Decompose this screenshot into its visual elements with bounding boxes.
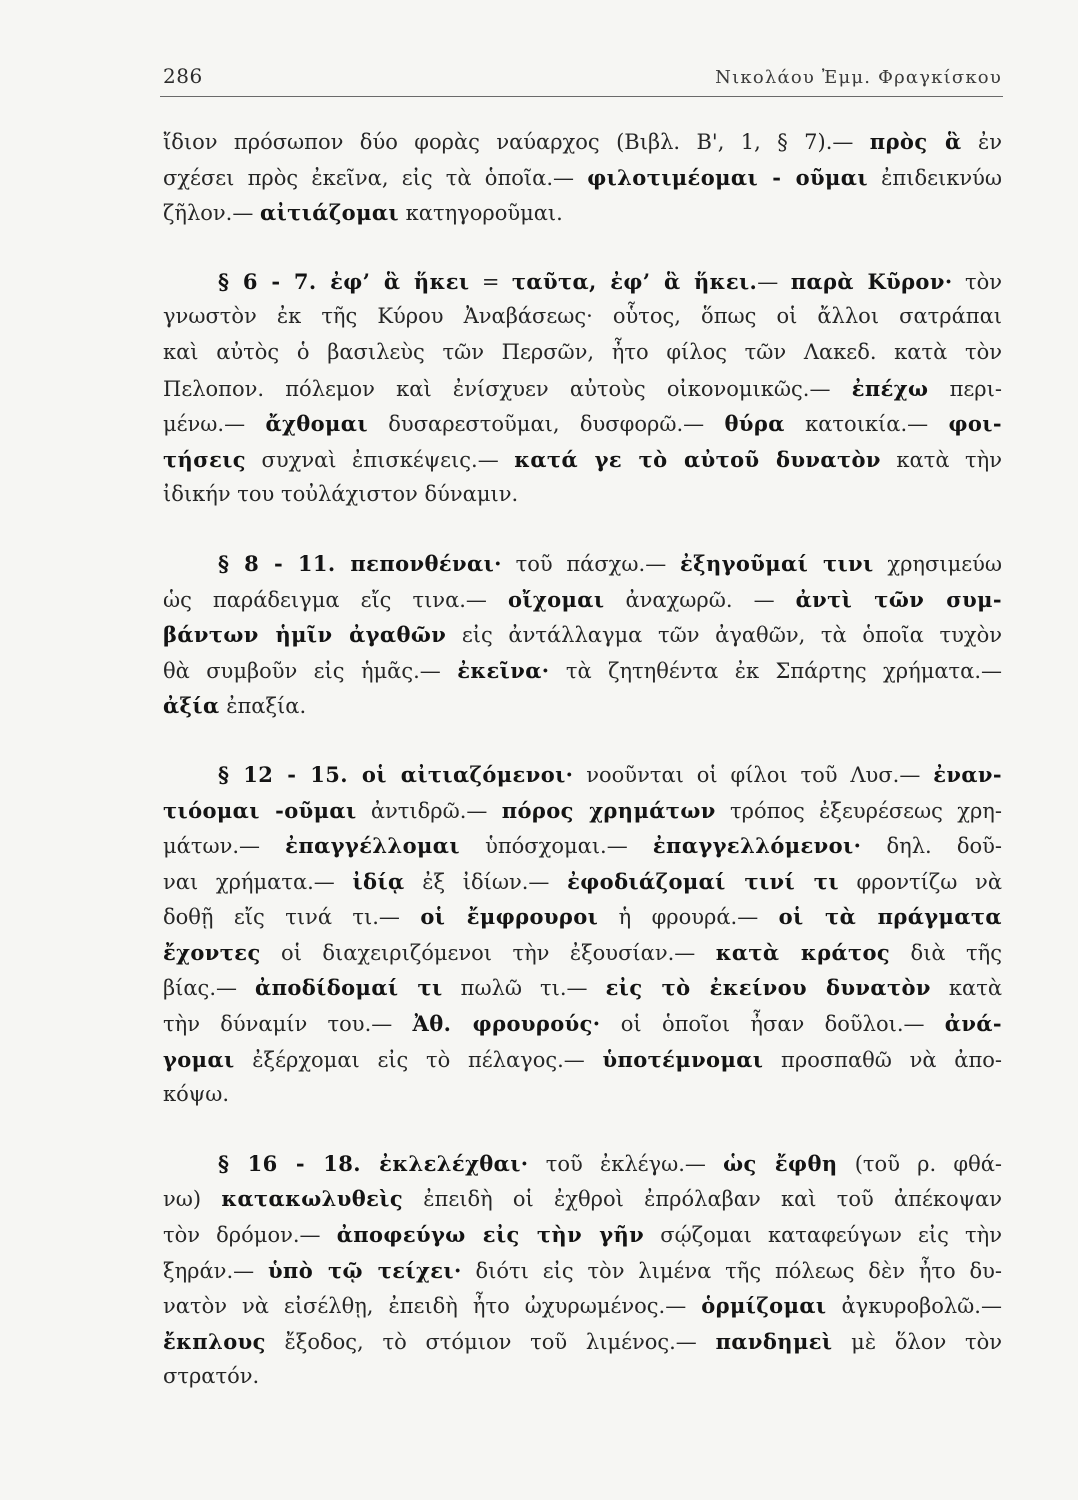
text-line bbox=[163, 1077, 1002, 1113]
lemma-text: αἰτιάζομαι bbox=[260, 200, 399, 226]
text-line bbox=[163, 935, 1002, 971]
lemma-text: § 16 - 18. ἐκλελέχθαι· bbox=[218, 1150, 529, 1176]
gloss-text: κόψω. bbox=[163, 1082, 230, 1107]
lemma-text: ἀποφεύγω εἰς τὴν γῆν bbox=[336, 1222, 645, 1248]
gloss-text: ὑπόσχομαι.— bbox=[459, 834, 653, 859]
gloss-text: ἐπαξία. bbox=[219, 694, 307, 719]
lemma-text: οἴχομαι bbox=[507, 586, 605, 612]
gloss-text: καὶ αὐτὸς ὁ βασιλεὺς τῶν Περσῶν, ἦτο φίλος τῶν Λακεδ. κατὰ τὸν bbox=[163, 339, 1002, 364]
lemma-text: τιόομαι -οῦμαι bbox=[163, 797, 357, 823]
gloss-text: τοῦ ἐκλέγω.— bbox=[528, 1151, 724, 1176]
text-line bbox=[163, 124, 1002, 160]
gloss-text: γνωστὸν ἐκ τῆς Κύρου Ἀναβάσεως· οὗτος, ὅπως οἱ ἄλλοι σατράπαι bbox=[163, 304, 1002, 329]
lemma-text: ἔκπλους bbox=[163, 1328, 266, 1354]
running-title: Νικολάου Ἐμμ. Φραγκίσκου bbox=[715, 67, 1002, 88]
page-number: 286 bbox=[163, 64, 203, 88]
paragraph bbox=[163, 1146, 1002, 1395]
gloss-text: πωλῶ τι.— bbox=[442, 976, 606, 1001]
body-text bbox=[163, 124, 1002, 1395]
gloss-text: οἱ ὁποῖοι ἦσαν δοῦλοι.— bbox=[600, 1012, 945, 1037]
gloss-text: ἐν bbox=[961, 130, 1002, 154]
gloss-text: Πελοπον. πόλεμον καὶ ἐνίσχυεν αὐτοὺς οἰκονομικῶς.— bbox=[163, 376, 852, 401]
text-line bbox=[163, 195, 1002, 231]
gloss-text: κατοικία.— bbox=[784, 412, 949, 437]
gloss-text: οἱ διαχειριζόμενοι τὴν ἐξουσίαν.— bbox=[260, 940, 716, 965]
paragraph bbox=[163, 124, 1002, 231]
gloss-text: νατὸν νὰ εἰσέλθῃ, ἐπειδὴ ἦτο ὠχυρωμένος.— bbox=[163, 1294, 702, 1319]
gloss-text: μάτων.— bbox=[163, 834, 286, 859]
text-line bbox=[163, 1146, 1002, 1182]
gloss-text: ἀγκυροβολῶ.— bbox=[826, 1294, 1002, 1319]
lemma-text: πόρος χρημάτων bbox=[501, 797, 716, 823]
lemma-text: § 12 - 15. οἱ αἰτιαζόμενοι· bbox=[218, 761, 574, 787]
text-line bbox=[163, 299, 1002, 335]
lemma-text: ἄχθομαι bbox=[265, 411, 368, 437]
gloss-text: ἀντιδρῶ.— bbox=[356, 798, 502, 823]
lemma-text: ὑποτέμνομαι bbox=[602, 1046, 764, 1072]
gloss-text: ἔξοδος, τὸ στόμιον τοῦ λιμένος.— bbox=[265, 1329, 716, 1354]
lemma-text: ὡς ἔφθη bbox=[723, 1150, 838, 1176]
text-line bbox=[163, 160, 1002, 196]
lemma-text: § 8 - 11. πεπονθέναι· bbox=[218, 550, 502, 576]
lemma-text: θύρα bbox=[724, 411, 785, 437]
lemma-text: ὑπὸ τῷ τείχει· bbox=[267, 1257, 462, 1283]
lemma-text: φοι- bbox=[948, 411, 1002, 437]
gloss-text: ξηράν.— bbox=[163, 1258, 268, 1283]
gloss-text: ναι χρήματα.— bbox=[163, 869, 353, 894]
lemma-text: ἐπαγγελλόμενοι· bbox=[652, 833, 862, 859]
text-line bbox=[163, 828, 1002, 864]
text-line bbox=[163, 864, 1002, 900]
gloss-text: κατὰ τὴν bbox=[880, 447, 1002, 472]
paragraph bbox=[163, 264, 1002, 513]
gloss-text: ἐπιδεικνύω bbox=[867, 165, 1002, 190]
text-line bbox=[163, 970, 1002, 1006]
text-line bbox=[163, 688, 1002, 724]
lemma-text: οἱ ἔμφρουροι bbox=[420, 904, 599, 930]
lemma-text: § 6 - 7. ἐφ’ ἃ ἥκει bbox=[218, 268, 470, 294]
text-line bbox=[163, 617, 1002, 653]
paragraph bbox=[163, 757, 1002, 1113]
gloss-text: θὰ συμβοῦν εἰς ἡμᾶς.— bbox=[163, 658, 458, 683]
lemma-text: ἐκεῖνα· bbox=[457, 657, 550, 683]
text-line bbox=[163, 1324, 1002, 1360]
text-line bbox=[163, 442, 1002, 478]
gloss-text: δηλ. δοῦ- bbox=[861, 834, 1002, 859]
gloss-text: μὲ ὅλον τὸν bbox=[832, 1329, 1002, 1354]
gloss-text: περι- bbox=[928, 376, 1002, 401]
text-line bbox=[163, 653, 1002, 689]
text-line bbox=[163, 1359, 1002, 1395]
lemma-text: βάντων ἡμῖν ἀγαθῶν bbox=[163, 622, 447, 648]
lemma-text: πρὸς ἃ bbox=[869, 129, 962, 154]
gloss-text: μένω.— bbox=[163, 412, 266, 437]
gloss-text: ἰδικήν του τοὐλάχιστον δύναμιν. bbox=[163, 482, 519, 507]
lemma-text: ἐπαγγέλλομαι bbox=[285, 833, 460, 859]
lemma-text: ἐξηγοῦμαί τινι bbox=[679, 550, 874, 576]
text-line bbox=[163, 1217, 1002, 1253]
lemma-text: ὁρμίζομαι bbox=[701, 1293, 827, 1319]
text-line bbox=[163, 371, 1002, 407]
text-line bbox=[163, 899, 1002, 935]
lemma-text: ἀποδίδομαί τι bbox=[255, 975, 443, 1001]
gloss-text: συχναὶ ἐπισκέψεις.— bbox=[246, 447, 515, 472]
gloss-text: στρατόν. bbox=[163, 1364, 260, 1389]
lemma-text: γομαι bbox=[163, 1046, 235, 1072]
lemma-text: ἔχοντες bbox=[163, 939, 261, 965]
gloss-text: τὸν bbox=[952, 269, 1002, 294]
gloss-text: χρησιμεύω bbox=[873, 551, 1002, 576]
text-line bbox=[163, 1181, 1002, 1217]
text-line bbox=[163, 546, 1002, 582]
lemma-text: τήσεις bbox=[163, 446, 246, 472]
lemma-text: φιλοτιμέομαι - οῦμαι bbox=[587, 164, 868, 190]
text-line bbox=[163, 1042, 1002, 1078]
gloss-text: ἐπειδὴ οἱ ἐχθροὶ ἐπρόλαβαν καὶ τοῦ ἀπέκοψαν bbox=[403, 1187, 1002, 1212]
gloss-text: τὰ ζητηθέντα ἐκ Σπάρτης χρήματα.— bbox=[549, 658, 1002, 683]
gloss-text: τὸν δρόμον.— bbox=[163, 1223, 337, 1248]
header-rule bbox=[160, 96, 1003, 97]
lemma-text: ἐπέχω bbox=[851, 375, 929, 401]
text-line bbox=[163, 477, 1002, 513]
gloss-text: (τοῦ ρ. φθά- bbox=[837, 1151, 1002, 1176]
gloss-text: σῴζομαι καταφεύγων εἰς τὴν bbox=[644, 1223, 1002, 1248]
gloss-text: ἐξ ἰδίων.— bbox=[404, 869, 568, 894]
text-line bbox=[163, 335, 1002, 371]
gloss-text: = bbox=[469, 269, 512, 294]
gloss-text: βίας.— bbox=[163, 976, 256, 1001]
gloss-text: δυσαρεστοῦμαι, δυσφορῶ.— bbox=[367, 412, 725, 437]
text-line bbox=[163, 264, 1002, 300]
text-line bbox=[163, 757, 1002, 793]
text-line bbox=[163, 1006, 1002, 1042]
lemma-text: ἀνά- bbox=[944, 1011, 1003, 1037]
lemma-text: πανδημεὶ bbox=[715, 1328, 833, 1354]
gloss-text: κατηγοροῦμαι. bbox=[398, 201, 563, 226]
gloss-text: προσπαθῶ νὰ ἀπο- bbox=[763, 1047, 1002, 1072]
gloss-text: τὴν δύναμίν του.— bbox=[163, 1012, 413, 1037]
lemma-text: κατά γε τὸ αὐτοῦ δυνατὸν bbox=[514, 446, 881, 472]
gloss-text: κατὰ bbox=[930, 976, 1003, 1001]
lemma-text: οἱ τὰ πράγματα bbox=[778, 904, 1002, 930]
gloss-text: δοθῇ εἴς τινά τι.— bbox=[163, 905, 421, 930]
lemma-text: ἀντὶ τῶν συμ- bbox=[795, 586, 1002, 612]
page-header bbox=[163, 58, 1002, 88]
gloss-text: ζῆλον.— bbox=[163, 201, 261, 226]
gloss-text: — bbox=[757, 269, 791, 294]
lemma-text: εἰς τὸ ἐκείνου δυνατὸν bbox=[605, 975, 931, 1001]
gloss-text: ὡς παράδειγμα εἴς τινα.— bbox=[163, 587, 508, 612]
lemma-text: ἐφοδιάζομαί τινί τι bbox=[567, 868, 839, 894]
gloss-text: ἐξέρχομαι εἰς τὸ πέλαγος.— bbox=[234, 1047, 603, 1072]
text-line bbox=[163, 582, 1002, 618]
gloss-text: διὰ τῆς bbox=[890, 940, 1002, 965]
lemma-text: κατὰ κράτος bbox=[715, 939, 891, 965]
gloss-text: εἰς ἀντάλλαγμα τῶν ἀγαθῶν, τὰ ὁποῖα τυχὸν bbox=[446, 623, 1002, 648]
text-line bbox=[163, 406, 1002, 442]
lemma-text: ἰδίᾳ bbox=[352, 868, 405, 894]
paragraph bbox=[163, 546, 1002, 724]
text-line bbox=[163, 1253, 1002, 1289]
lemma-text: κατακωλυθεὶς bbox=[221, 1186, 404, 1212]
gloss-text: φροντίζω νὰ bbox=[838, 869, 1002, 894]
lemma-text: Ἀθ. φρουρούς· bbox=[412, 1011, 601, 1037]
gloss-text: διότι εἰς τὸν λιμένα τῆς πόλεως δὲν ἦτο δυ- bbox=[461, 1258, 1003, 1283]
lemma-text: παρὰ Κῦρον· bbox=[790, 268, 953, 294]
gloss-text: σχέσει πρὸς ἐκεῖνα, εἰς τὰ ὁποῖα.— bbox=[163, 165, 588, 190]
gloss-text: ἴδιον πρόσωπον δύο φορὰς ναύαρχος (Βιβλ. Β', 1, § 7).— bbox=[163, 130, 870, 154]
gloss-text: τρόπος ἐξευρέσεως χρη- bbox=[715, 798, 1002, 823]
text-line bbox=[163, 1288, 1002, 1324]
gloss-text: ἡ φρουρά.— bbox=[598, 905, 779, 930]
gloss-text: νω) bbox=[163, 1187, 222, 1212]
lemma-text: ταῦτα, ἐφ’ ἃ ἥκει. bbox=[511, 268, 758, 294]
gloss-text: νοοῦνται οἱ φίλοι τοῦ Λυσ.— bbox=[573, 762, 934, 787]
lemma-text: ἐναν- bbox=[933, 761, 1002, 787]
gloss-text: τοῦ πάσχω.— bbox=[501, 551, 680, 576]
lemma-text: ἀξία bbox=[163, 693, 220, 719]
text-line bbox=[163, 793, 1002, 829]
gloss-text: ἀναχωρῶ. — bbox=[604, 587, 796, 612]
